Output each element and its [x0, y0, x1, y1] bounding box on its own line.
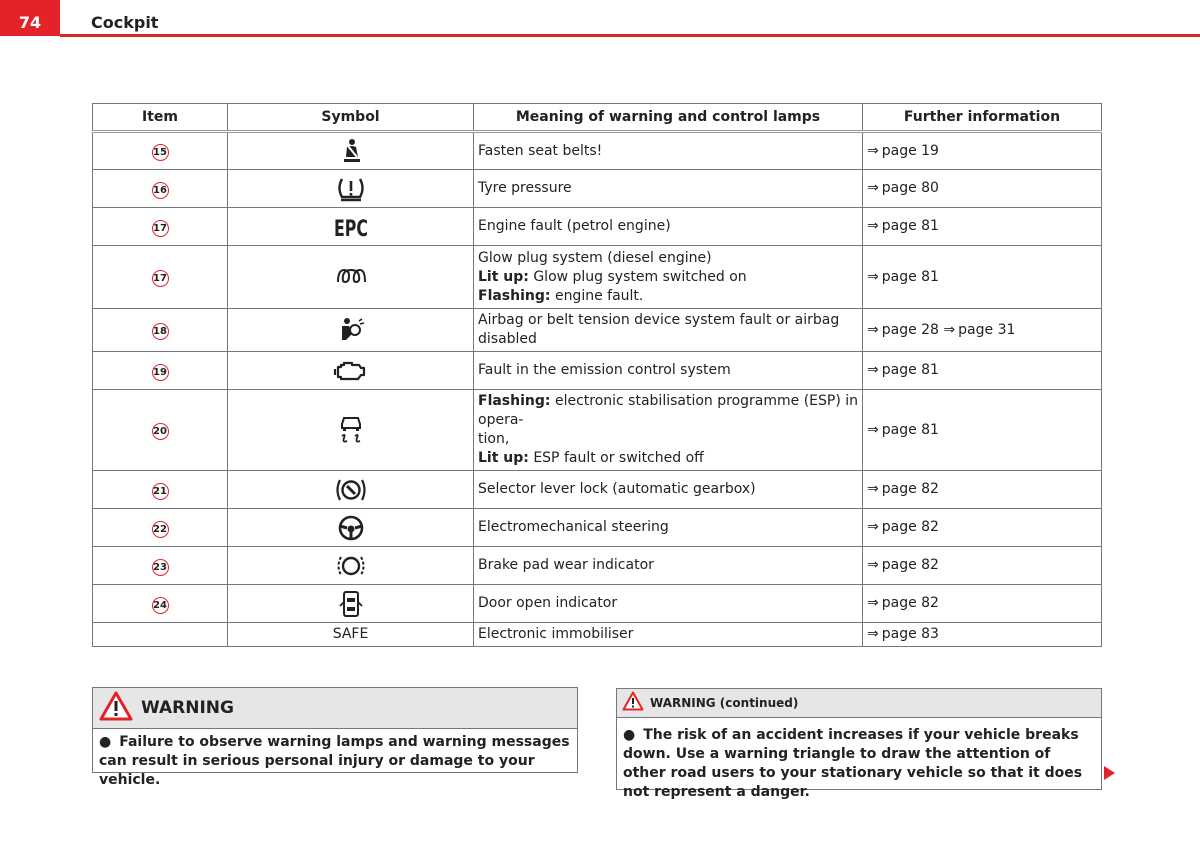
meaning-line: [478, 249, 858, 268]
meaning-line: [478, 287, 858, 306]
table-row: [93, 471, 1102, 509]
symbol-cell: [228, 390, 474, 471]
further-info-cell: [863, 208, 1102, 246]
meaning-cell: [474, 208, 863, 246]
meaning-cell: [474, 309, 863, 352]
warning-title: WARNING: [141, 698, 234, 718]
table-row: [93, 585, 1102, 623]
arrow-icon: ⇒: [867, 421, 879, 438]
further-info-cell: [863, 471, 1102, 509]
item-number: 24: [152, 597, 169, 614]
meaning-text: tion,: [478, 431, 510, 447]
meaning-text: Glow plug system (diesel engine): [478, 249, 712, 266]
item-number: 17: [152, 270, 169, 287]
item-cell: [93, 390, 228, 471]
meaning-text: ESP fault or switched off: [528, 450, 704, 466]
item-number: 20: [152, 423, 169, 440]
meaning-cell: [474, 246, 863, 309]
page-title: Cockpit: [91, 13, 159, 32]
item-number: 16: [152, 182, 169, 199]
meaning-text: Fault in the emission control system: [478, 362, 731, 378]
meaning-text: Door open indicator: [478, 595, 618, 611]
page-reference-link[interactable]: page 28: [881, 321, 939, 338]
meaning-line: [478, 556, 858, 575]
column-header-symbol: Symbol: [228, 104, 474, 132]
page-reference-link[interactable]: page 31: [958, 321, 1016, 338]
page-reference-link[interactable]: page 83: [881, 626, 939, 642]
item-cell: [93, 509, 228, 547]
item-number: 17: [152, 220, 169, 237]
symbol-cell: [228, 309, 474, 352]
column-header-meaning: Meaning of warning and control lamps: [474, 104, 863, 132]
meaning-label: Flashing:: [478, 287, 551, 304]
warning-continued-text: The risk of an accident increases if your vehicle breaks down. Use a warning triangle to draw the attention of other road users to your stationary vehicle so that it does not represent a danger.: [623, 727, 1083, 800]
page-reference-link[interactable]: page 81: [881, 362, 939, 378]
meaning-line: [478, 311, 858, 349]
page-reference-link[interactable]: page 82: [881, 481, 939, 497]
meaning-line: [478, 217, 858, 236]
further-info-cell: [863, 132, 1102, 170]
warning-triangle-small-icon: [622, 691, 644, 715]
bullet-icon: ●: [99, 734, 112, 750]
meaning-line: [478, 480, 858, 499]
meaning-text: Electronic immobiliser: [478, 626, 634, 642]
page-reference-link[interactable]: page 82: [881, 519, 939, 535]
warning-text-block: [93, 729, 577, 794]
arrow-icon: ⇒: [867, 481, 879, 497]
tyre-pressure-icon: [232, 176, 469, 202]
meaning-cell: [474, 390, 863, 471]
bullet-icon: ●: [623, 727, 636, 743]
symbol-cell: [228, 623, 474, 647]
table-row: [93, 309, 1102, 352]
item-cell: [93, 585, 228, 623]
warning-continued-text-block: [617, 718, 1101, 806]
page-reference-link[interactable]: page 19: [881, 142, 939, 159]
warning-continued-box: [616, 688, 1102, 800]
arrow-icon: ⇒: [867, 180, 879, 196]
further-info-cell: [863, 309, 1102, 352]
page-reference-link[interactable]: page 82: [881, 557, 939, 573]
engine-icon: [232, 359, 469, 383]
meaning-line: [478, 625, 858, 644]
door-open-icon: [232, 589, 469, 619]
column-header-item: Item: [93, 104, 228, 132]
item-cell: [93, 623, 228, 647]
meaning-line: [478, 268, 858, 287]
item-cell: [93, 208, 228, 246]
item-number: 22: [152, 521, 169, 538]
further-info-cell: [863, 246, 1102, 309]
item-number: 15: [152, 144, 169, 161]
meaning-line: [478, 594, 858, 613]
meaning-cell: [474, 585, 863, 623]
airbag-icon: [232, 316, 469, 344]
safe-label: SAFE: [332, 626, 369, 642]
header-rule: [60, 34, 1200, 37]
warning-continued-header: [617, 689, 1101, 718]
further-info-cell: [863, 170, 1102, 208]
item-cell: [93, 246, 228, 309]
meaning-text: Selector lever lock (automatic gearbox): [478, 481, 756, 497]
arrow-icon: ⇒: [867, 218, 879, 234]
item-cell: [93, 170, 228, 208]
selector-lever-icon: [232, 476, 469, 504]
item-cell: [93, 547, 228, 585]
further-info-cell: [863, 623, 1102, 647]
meaning-line: [478, 449, 858, 468]
further-info-cell: [863, 509, 1102, 547]
meaning-text: electronic stabilisation programme (ESP) in opera-: [478, 393, 863, 428]
meaning-text: Brake pad wear indicator: [478, 557, 654, 573]
arrow-icon: ⇒: [867, 595, 879, 611]
page-reference-link[interactable]: page 82: [881, 595, 939, 611]
meaning-text: Tyre pressure: [478, 180, 572, 196]
glow-plug-icon: [232, 266, 469, 288]
meaning-cell: [474, 471, 863, 509]
arrow-icon: ⇒: [867, 268, 879, 285]
table-row: [93, 547, 1102, 585]
warning-header: [93, 688, 577, 729]
seat-belt-icon: [232, 138, 469, 164]
table-row: [93, 509, 1102, 547]
item-cell: [93, 132, 228, 170]
arrow-icon: ⇒: [867, 626, 879, 642]
page-reference-link[interactable]: page 81: [881, 218, 939, 234]
symbol-cell: [228, 208, 474, 246]
further-info-cell: [863, 352, 1102, 390]
arrow-icon: ⇒: [867, 362, 879, 378]
meaning-cell: [474, 547, 863, 585]
symbol-cell: [228, 246, 474, 309]
epc-label: EPC: [333, 216, 368, 242]
item-cell: [93, 309, 228, 352]
item-number: 23: [152, 559, 169, 576]
esp-icon: [232, 415, 469, 445]
meaning-text: Airbag or belt tension device system fault or airbag disabled: [478, 312, 844, 347]
arrow-icon: ⇒: [867, 142, 879, 159]
meaning-text: Glow plug system switched on: [528, 268, 747, 285]
table-row: [93, 390, 1102, 471]
page-reference-link[interactable]: page 80: [881, 180, 939, 196]
meaning-line: [478, 179, 858, 198]
symbol-cell: [228, 170, 474, 208]
item-number: 21: [152, 483, 169, 500]
table-row: [93, 208, 1102, 246]
meaning-cell: [474, 509, 863, 547]
meaning-label: Lit up:: [478, 450, 529, 466]
item-cell: [93, 471, 228, 509]
meaning-cell: [474, 623, 863, 647]
arrow-icon: ⇒: [943, 321, 956, 338]
item-number: 19: [152, 364, 169, 381]
further-info-cell: [863, 547, 1102, 585]
table-row: [93, 623, 1102, 647]
table-row: [93, 246, 1102, 309]
arrow-icon: ⇒: [867, 321, 879, 338]
meaning-text: Electromechanical steering: [478, 519, 669, 535]
meaning-cell: [474, 132, 863, 170]
column-header-info: Further information: [863, 104, 1102, 132]
further-info-cell: [863, 390, 1102, 471]
steering-wheel-icon: [232, 514, 469, 542]
meaning-text: Fasten seat belts!: [478, 142, 603, 159]
further-info-cell: [863, 585, 1102, 623]
symbol-cell: [228, 352, 474, 390]
meaning-label: Flashing:: [478, 393, 551, 409]
meaning-text: engine fault.: [550, 287, 644, 304]
brake-pad-icon: [232, 552, 469, 580]
meaning-line: [478, 392, 863, 430]
meaning-line: [478, 142, 858, 161]
symbol-cell: [228, 471, 474, 509]
warning-lamps-table: [92, 103, 1102, 647]
epc-icon: [232, 214, 469, 240]
meaning-label: Lit up:: [478, 268, 529, 285]
item-number: 18: [152, 323, 169, 340]
table-row: [93, 170, 1102, 208]
arrow-icon: ⇒: [867, 557, 879, 573]
warning-text: Failure to observe warning lamps and warning messages can result in serious personal injury or damage to your vehicle.: [99, 734, 570, 788]
meaning-cell: [474, 352, 863, 390]
symbol-cell: [228, 509, 474, 547]
continue-arrow-icon: [1104, 766, 1115, 780]
page-reference-link[interactable]: page 81: [881, 421, 939, 438]
symbol-cell: [228, 585, 474, 623]
meaning-line: [478, 361, 858, 380]
warning-triangle-icon: [99, 691, 133, 725]
symbol-cell: [228, 547, 474, 585]
page-number: 74: [0, 0, 60, 36]
item-cell: [93, 352, 228, 390]
table-header-row: [93, 104, 1102, 132]
meaning-line: [478, 430, 858, 449]
meaning-cell: [474, 170, 863, 208]
table-row: [93, 352, 1102, 390]
warning-box: [92, 687, 578, 788]
meaning-text: Engine fault (petrol engine): [478, 218, 671, 234]
meaning-line: [478, 518, 858, 537]
warning-continued-title: WARNING (continued): [650, 696, 799, 710]
page-reference-link[interactable]: page 81: [881, 268, 939, 285]
table-row: [93, 132, 1102, 170]
arrow-icon: ⇒: [867, 519, 879, 535]
symbol-cell: [228, 132, 474, 170]
